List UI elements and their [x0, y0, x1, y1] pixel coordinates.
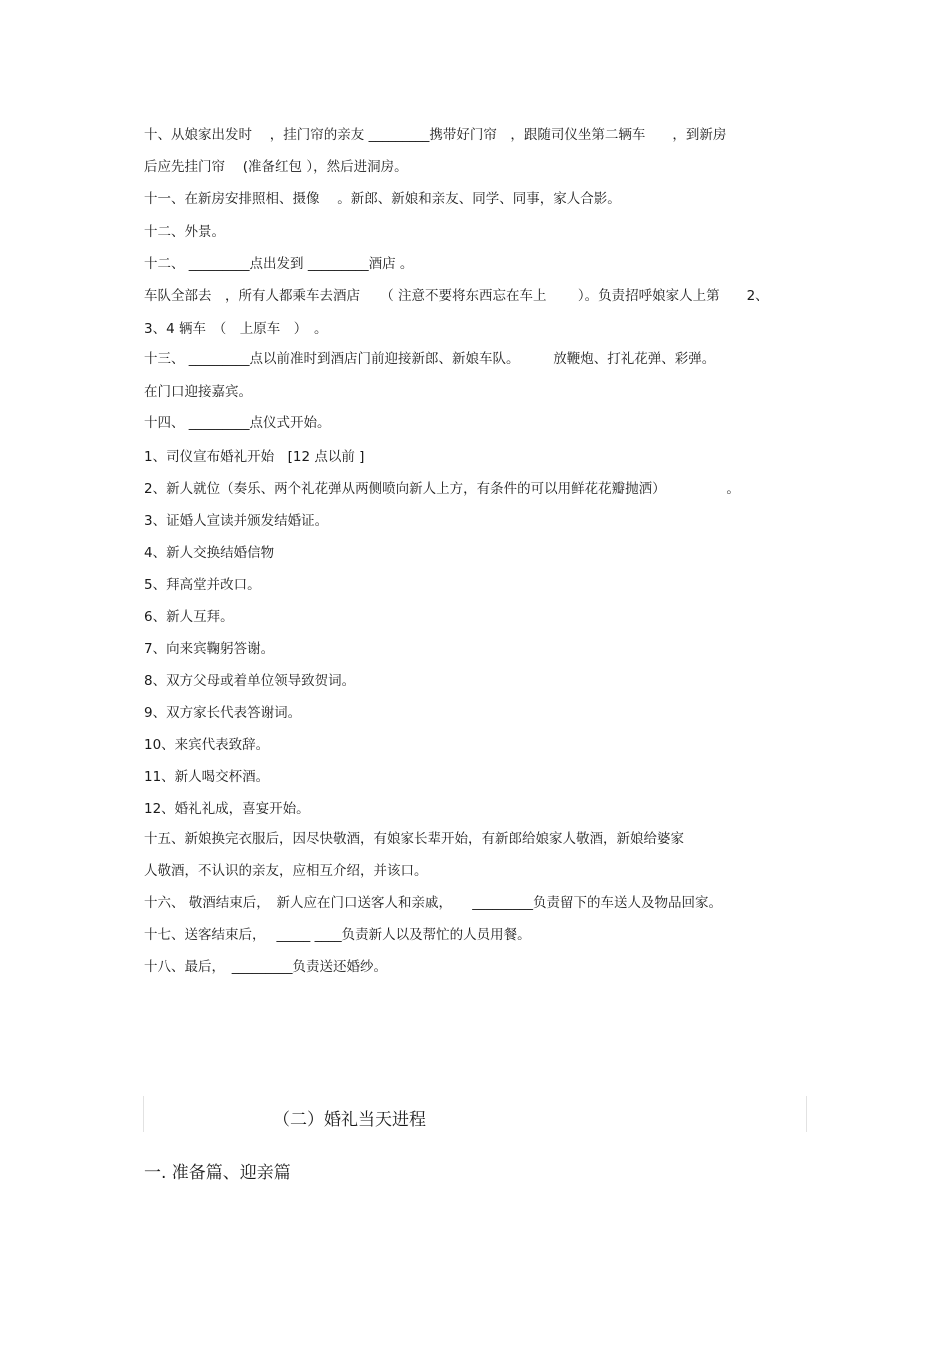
- text-line: 十五、新娘换完衣服后，因尽快敬酒，有娘家长辈开始，有新郎给娘家人敬酒，新娘给婆家: [144, 831, 684, 847]
- text-line: 后应先挂门帘 (准备红包 ），然后进洞房。: [144, 159, 408, 175]
- text-line: 8、双方父母或着单位领导致贺词。: [144, 673, 356, 689]
- text-line: 人敬酒，不认识的亲友，应相互介绍，并该口。: [144, 863, 428, 879]
- section-title: （二）婚礼当天进程: [273, 1110, 426, 1130]
- subsection-title: 一. 准备篇、迎亲篇: [144, 1163, 291, 1183]
- left-divider: [143, 1096, 144, 1132]
- text-line: 车队全部去 ，所有人都乘车去酒店 （ 注意不要将东西忘在车上 ）。负责招呼娘家人上第 2、: [144, 288, 769, 304]
- text-line: 3、4 辆车 （ 上原车 ） 。: [144, 321, 328, 337]
- text-line: 12、婚礼礼成，喜宴开始。: [144, 801, 310, 817]
- text-line: 十三、 _________点以前准时到酒店门前迎接新郎、新娘车队。 放鞭炮、打礼花弹、彩弹。: [144, 351, 716, 367]
- text-line: 十、从娘家出发时 ，挂门帘的亲友 _________携带好门帘 ，跟随司仪坐第二辆车 ，到新房: [144, 127, 727, 143]
- text-line: 9、双方家长代表答谢词。: [144, 705, 302, 721]
- text-line: 在门口迎接嘉宾。: [144, 384, 252, 400]
- text-line: 十二、外景。: [144, 224, 225, 240]
- text-line: 十一、在新房安排照相、摄像 。新郎、新娘和亲友、同学、同事，家人合影。: [144, 191, 621, 207]
- text-line: 6、新人互拜。: [144, 609, 234, 625]
- text-line: 10、来宾代表致辞。: [144, 737, 270, 753]
- text-line: 十七、送客结束后， _____ ____负责新人以及帮忙的人员用餐。: [144, 927, 531, 943]
- text-line: 3、证婚人宣读并颁发结婚证。: [144, 513, 329, 529]
- text-line: 5、拜高堂并改口。: [144, 577, 261, 593]
- text-line: 十八、最后， _________负责送还婚纱。: [144, 959, 387, 975]
- text-line: 十二、 _________点出发到 _________酒店 。: [144, 256, 414, 272]
- text-line: 1、司仪宣布婚礼开始 [12 点以前 ]: [144, 449, 365, 465]
- right-divider: [806, 1096, 807, 1132]
- text-line: 7、向来宾鞠躬答谢。: [144, 641, 275, 657]
- text-line: 2、新人就位（奏乐、两个礼花弹从两侧喷向新人上方，有条件的可以用鲜花花瓣抛洒） 。: [144, 481, 740, 497]
- text-line: 十六、 敬酒结束后， 新人应在门口送客人和亲戚， _________负责留下的车送人及物品回家。: [144, 895, 723, 911]
- text-line: 十四、 _________点仪式开始。: [144, 415, 331, 431]
- text-line: 4、新人交换结婚信物: [144, 545, 275, 561]
- text-line: 11、新人喝交杯酒。: [144, 769, 270, 785]
